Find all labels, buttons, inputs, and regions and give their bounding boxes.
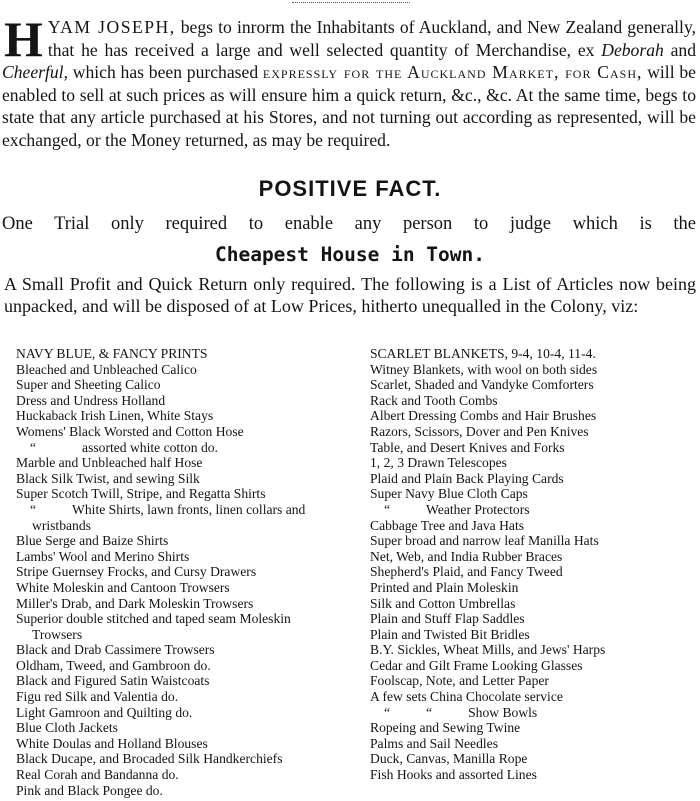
list-item: Blue Cloth Jackets (16, 720, 118, 736)
ditto-mark: “ (384, 501, 391, 517)
ship-cheerful: Cheerful, (2, 62, 68, 82)
list-item: Huckaback Irish Linen, White Stays (16, 408, 214, 424)
list-item: Table, and Desert Knives and Forks (370, 439, 565, 455)
list-item (16, 440, 346, 456)
list-item: Trowsers (32, 626, 83, 642)
list-item: Plaid and Plain Back Playing Cards (370, 470, 564, 486)
list-item: Miller's Drab, and Dark Moleskin Trowsers (16, 595, 254, 611)
list-item: Marble and Unbleached half Hose (16, 455, 203, 471)
list-item: Oldham, Tweed, and Gambroon do. (16, 657, 211, 673)
list-item: Duck, Canvas, Manilla Rope (370, 751, 528, 767)
ship-deborah: Deborah (601, 39, 664, 60)
positive-fact-heading: POSITIVE FACT. (258, 176, 442, 201)
list-item: Black Silk Twist, and sewing Silk (16, 470, 200, 486)
right-item-list (370, 346, 700, 783)
list-item: Printed and Plain Moleskin (370, 579, 519, 595)
list-item: SCARLET BLANKETS, 9-4, 10-4, 11-4. (370, 346, 596, 361)
list-item: Black and Drab Cassimere Trowsers (16, 642, 215, 658)
list-item (370, 705, 700, 721)
list-item: Palms and Sail Needles (370, 735, 498, 751)
list-item (16, 502, 346, 518)
list-item: Albert Dressing Combs and Hair Brushes (370, 408, 597, 424)
list-item: Stripe Guernsey Frocks, and Cursy Drawers (16, 564, 257, 580)
list-item: Ropeing and Sewing Twine (370, 720, 521, 736)
drop-cap: H (4, 11, 43, 67)
list-item: Plain and Twisted Bit Bridles (370, 626, 530, 642)
ditto-mark: “ (384, 704, 391, 720)
top-divider (292, 2, 410, 3)
list-item: A few sets China Chocolate service (370, 689, 563, 705)
intro-paragraph (2, 11, 697, 151)
list-item (370, 502, 700, 518)
list-item: Figu red Silk and Valentia do. (16, 689, 179, 705)
list-item: White Doulas and Holland Blouses (16, 735, 208, 751)
left-item-list (16, 346, 346, 798)
list-item: Black Ducape, and Brocaded Silk Handkerchiefs (16, 751, 283, 767)
intro-and: and (663, 39, 696, 60)
list-item: Super Scotch Twill, Stripe, and Regatta Shirts (16, 486, 266, 502)
ditto-mark: “ (30, 439, 37, 455)
list-item: White Moleskin and Cantoon Trowsers (16, 579, 230, 595)
list-item: Pink and Black Pongee do. (16, 782, 163, 798)
list-item: Superior double stitched and taped seam Moleskin (16, 611, 291, 627)
cheapest-house-heading: Cheapest House in Town. (214, 243, 486, 266)
intro-text-1: begs to inrorm the Inhabitants of Auckland, and New Zealand generally, that he has received a large and well selected quantity of Merchandise, ex (47, 17, 697, 60)
list-item: Womens' Black Worsted and Cotton Hose (16, 423, 244, 439)
trial-line: One Trial only required to enable any person to judge which is the (2, 214, 696, 234)
list-item: Lambs' Wool and Merino Shirts (16, 548, 190, 564)
list-item: Silk and Cotton Umbrellas (370, 595, 516, 611)
list-item: B.Y. Sickles, Wheat Mills, and Jews' Harps (370, 642, 606, 658)
list-item: Net, Web, and India Rubber Braces (370, 548, 563, 564)
list-intro-paragraph: A Small Profit and Quick Return only required. The following is a List of Articles now being unpacked, and will be disposed of at Low Prices, hitherto unequalled in the Colony, viz: (4, 274, 696, 316)
list-item: Scarlet, Shaded and Vandyke Comforters (370, 377, 594, 393)
list-item: Black and Figured Satin Waistcoats (16, 673, 210, 689)
list-item: Fish Hooks and assorted Lines (370, 767, 537, 783)
list-item: 1, 2, 3 Drawn Telescopes (370, 455, 507, 471)
list-item: Shepherd's Plaid, and Fancy Tweed (370, 564, 563, 580)
list-item: Light Gamroon and Quilting do. (16, 704, 193, 720)
list-item: Cabbage Tree and Java Hats (370, 517, 525, 533)
list-item: Witney Blankets, with wool on both sides (370, 361, 598, 377)
ditto-mark: “ (30, 501, 37, 517)
list-item: Real Corah and Bandanna do. (16, 767, 179, 783)
list-item: Bleached and Unbleached Calico (16, 361, 197, 377)
list-item: Foolscap, Note, and Letter Paper (370, 673, 549, 689)
list-item: Razors, Scissors, Dover and Pen Knives (370, 423, 589, 439)
intro-text-3: will be enabled to sell at such prices as will ensure him a quick return, &c., &c. At the same time, begs to state that any article purchased at his Stores, and not turning out according as represented, will be exchanged, or the Money returned, as may be required. (2, 62, 696, 150)
list-item-text: Show Bowls (468, 704, 538, 720)
list-item: Rack and Tooth Combs (370, 392, 498, 408)
intro-text-2: which has been purchased (67, 62, 263, 82)
list-item-text: Weather Protectors (426, 501, 530, 517)
list-item: Super broad and narrow leaf Manilla Hats (370, 533, 599, 549)
list-item: Super and Sheeting Calico (16, 377, 161, 393)
merchant-name: YAM JOSEPH, (47, 17, 176, 37)
list-item: NAVY BLUE, & FANCY PRINTS (16, 346, 208, 361)
list-item: Cedar and Gilt Frame Looking Glasses (370, 657, 583, 673)
list-item-text: White Shirts, lawn fronts, linen collars and (72, 501, 306, 517)
list-item: Super Navy Blue Cloth Caps (370, 486, 528, 502)
list-item: Blue Serge and Baize Shirts (16, 533, 169, 549)
list-item-text: assorted white cotton do. (82, 439, 218, 455)
list-item: Plain and Stuff Flap Saddles (370, 611, 525, 627)
list-item: wristbands (32, 517, 91, 533)
ditto-mark: “ (426, 704, 433, 720)
list-item: Dress and Undress Holland (16, 392, 166, 408)
expressly-text: expressly for the Auckland Market, for Cash, (262, 62, 643, 82)
